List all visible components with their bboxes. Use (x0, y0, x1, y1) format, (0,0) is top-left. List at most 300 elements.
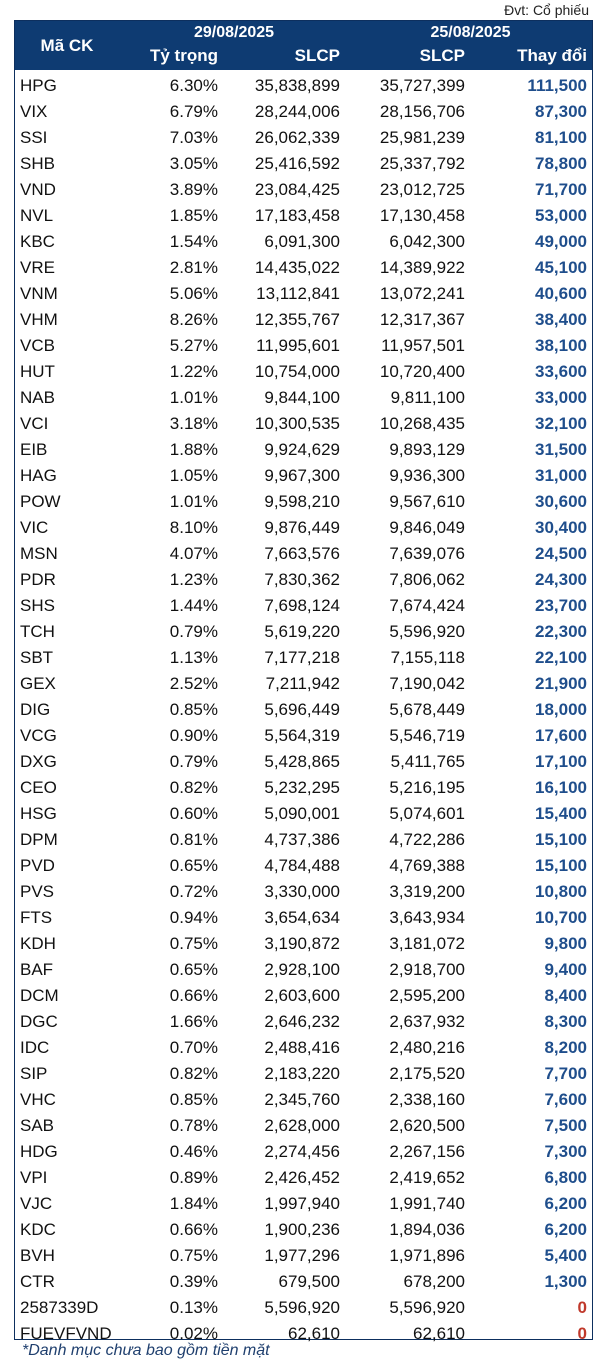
weight-cell: 6.30% (169, 76, 218, 95)
table-row (15, 203, 592, 229)
code-cell: VIC (20, 518, 49, 537)
change-cell: 8,300 (544, 1012, 587, 1031)
slcp-cell-2: 6,042,300 (389, 232, 465, 251)
slcp-cell-1: 3,330,000 (264, 882, 340, 901)
code-cell: PVS (20, 882, 55, 901)
change-cell: 30,400 (535, 518, 587, 537)
change-cell: 15,100 (535, 830, 587, 849)
table-body (15, 73, 592, 1347)
table-row (15, 125, 592, 151)
slcp-cell-1: 10,754,000 (254, 362, 340, 381)
change-cell: 22,300 (535, 622, 587, 641)
slcp-cell-2: 5,074,601 (389, 804, 465, 823)
change-cell: 7,500 (544, 1116, 587, 1135)
code-cell: VJC (20, 1194, 53, 1213)
table-row (15, 73, 592, 99)
table-row (15, 619, 592, 645)
change-cell: 6,200 (544, 1220, 587, 1239)
slcp-cell-1: 26,062,339 (254, 128, 340, 147)
slcp-cell-1: 5,428,865 (264, 752, 340, 771)
weight-cell: 0.13% (169, 1298, 218, 1317)
change-cell: 40,600 (535, 284, 587, 303)
slcp-cell-1: 23,084,425 (254, 180, 340, 199)
change-cell: 45,100 (535, 258, 587, 277)
code-cell: CTR (20, 1272, 55, 1291)
weight-cell: 4.07% (169, 544, 218, 563)
change-cell: 0 (577, 1324, 587, 1343)
slcp-cell-1: 5,696,449 (264, 700, 340, 719)
weight-cell: 1.54% (169, 232, 218, 251)
change-cell: 32,100 (535, 414, 587, 433)
slcp-cell-2: 2,267,156 (389, 1142, 465, 1161)
code-cell: VCG (20, 726, 57, 745)
table-row (15, 177, 592, 203)
weight-cell: 3.89% (169, 180, 218, 199)
code-cell: VHM (20, 310, 58, 329)
footnote: *Danh mục chưa bao gồm tiền mặt (22, 1342, 270, 1359)
change-cell: 33,600 (535, 362, 587, 381)
code-cell: SSI (20, 128, 48, 147)
table-row (15, 671, 592, 697)
change-cell: 31,500 (535, 440, 587, 459)
table-row (15, 827, 592, 853)
slcp-cell-1: 5,090,001 (264, 804, 340, 823)
slcp-cell-2: 9,893,129 (389, 440, 465, 459)
weight-cell: 0.66% (169, 1220, 218, 1239)
code-cell: PVD (20, 856, 55, 875)
slcp-cell-2: 9,567,610 (389, 492, 465, 511)
weight-cell: 1.13% (169, 648, 218, 667)
code-cell: VPI (20, 1168, 48, 1187)
code-cell: DXG (20, 752, 57, 771)
code-cell: VRE (20, 258, 55, 277)
weight-cell: 0.72% (169, 882, 218, 901)
table-row (15, 879, 592, 905)
table-row (15, 359, 592, 385)
slcp-column-header-2: SLCP (419, 46, 465, 65)
slcp-cell-1: 7,211,942 (265, 674, 340, 693)
code-cell: KBC (20, 232, 55, 251)
code-cell: KDC (20, 1220, 56, 1239)
table-row (15, 1139, 592, 1165)
slcp-cell-1: 2,488,416 (264, 1038, 340, 1057)
change-cell: 10,700 (535, 908, 587, 927)
slcp-cell-1: 1,900,236 (264, 1220, 340, 1239)
weight-cell: 1.01% (169, 492, 218, 511)
code-column-header: Mã CK (40, 36, 94, 55)
date-header-1: 29/08/2025 (193, 24, 275, 41)
table-row (15, 749, 592, 775)
slcp-cell-1: 7,698,124 (264, 596, 340, 615)
slcp-cell-2: 11,957,501 (381, 336, 465, 355)
change-cell: 9,400 (544, 960, 587, 979)
code-cell: HSG (20, 804, 57, 823)
slcp-cell-2: 9,846,049 (389, 518, 465, 537)
change-cell: 38,100 (535, 336, 587, 355)
table-row (15, 801, 592, 827)
slcp-cell-2: 7,639,076 (389, 544, 465, 563)
change-cell: 7,300 (544, 1142, 587, 1161)
code-cell: NAB (20, 388, 55, 407)
code-cell: PDR (20, 570, 56, 589)
weight-cell: 1.88% (169, 440, 218, 459)
weight-cell: 3.05% (169, 154, 218, 173)
change-cell: 9,800 (544, 934, 587, 953)
table-row (15, 385, 592, 411)
code-cell: GEX (20, 674, 56, 693)
slcp-cell-1: 679,500 (278, 1272, 340, 1291)
table-row (15, 437, 592, 463)
weight-cell: 1.66% (169, 1012, 218, 1031)
slcp-cell-2: 23,012,725 (379, 180, 465, 199)
slcp-cell-2: 35,727,399 (379, 76, 465, 95)
change-cell: 0 (577, 1298, 587, 1317)
slcp-cell-2: 5,216,195 (389, 778, 465, 797)
slcp-cell-1: 5,564,319 (264, 726, 340, 745)
weight-cell: 5.27% (169, 336, 218, 355)
code-cell: BVH (20, 1246, 55, 1265)
change-cell: 24,300 (535, 570, 587, 589)
code-cell: VCB (20, 336, 55, 355)
change-cell: 17,100 (535, 752, 587, 771)
slcp-cell-1: 9,967,300 (264, 466, 340, 485)
table-row (15, 1035, 592, 1061)
weight-cell: 0.90% (169, 726, 218, 745)
slcp-cell-1: 9,844,100 (264, 388, 340, 407)
weight-cell: 0.75% (169, 934, 218, 953)
table-row (15, 1295, 592, 1321)
table-row (15, 151, 592, 177)
slcp-cell-2: 3,643,934 (389, 908, 465, 927)
weight-cell: 1.44% (169, 596, 218, 615)
slcp-cell-1: 62,610 (288, 1324, 340, 1343)
slcp-cell-1: 2,426,452 (264, 1168, 340, 1187)
slcp-cell-1: 2,274,456 (264, 1142, 340, 1161)
change-cell: 111,500 (527, 76, 587, 95)
table-row (15, 541, 592, 567)
change-cell: 23,700 (535, 596, 587, 615)
code-cell: TCH (20, 622, 55, 641)
slcp-cell-2: 9,936,300 (389, 466, 465, 485)
slcp-cell-1: 11,995,601 (256, 336, 340, 355)
slcp-cell-2: 2,338,160 (389, 1090, 465, 1109)
slcp-cell-2: 5,678,449 (389, 700, 465, 719)
table-row (15, 229, 592, 255)
code-cell: HPG (20, 76, 57, 95)
change-cell: 6,200 (544, 1194, 587, 1213)
slcp-cell-2: 3,319,200 (389, 882, 465, 901)
code-cell: DCM (20, 986, 59, 1005)
code-cell: VCI (20, 414, 49, 433)
slcp-cell-2: 7,806,062 (389, 570, 465, 589)
code-cell: SHB (20, 154, 55, 173)
code-cell: NVL (20, 206, 54, 225)
slcp-cell-2: 2,620,500 (389, 1116, 465, 1135)
table-row (15, 1269, 592, 1295)
weight-cell: 0.60% (169, 804, 218, 823)
weight-cell: 1.85% (169, 206, 218, 225)
table-row (15, 775, 592, 801)
weight-cell: 0.46% (169, 1142, 218, 1161)
change-cell: 49,000 (535, 232, 587, 251)
slcp-cell-1: 5,619,220 (264, 622, 340, 641)
code-cell: 2587339D (20, 1298, 99, 1317)
slcp-cell-1: 35,838,899 (254, 76, 340, 95)
code-cell: POW (20, 492, 61, 511)
code-cell: KDH (20, 934, 56, 953)
change-cell: 15,400 (535, 804, 587, 823)
code-cell: SBT (20, 648, 54, 667)
slcp-cell-2: 25,981,239 (379, 128, 465, 147)
change-cell: 1,300 (544, 1272, 587, 1291)
table-row (15, 645, 592, 671)
slcp-cell-2: 7,155,118 (390, 648, 465, 667)
weight-cell: 1.05% (169, 466, 218, 485)
table-row (15, 1061, 592, 1087)
table-row (15, 1243, 592, 1269)
slcp-cell-1: 2,928,100 (264, 960, 340, 979)
table-row (15, 697, 592, 723)
weight-cell: 1.01% (169, 388, 218, 407)
table-row (15, 983, 592, 1009)
slcp-cell-1: 7,830,362 (264, 570, 340, 589)
weight-cell: 7.03% (169, 128, 218, 147)
slcp-cell-2: 7,190,042 (389, 674, 465, 693)
slcp-cell-1: 2,646,232 (264, 1012, 340, 1031)
slcp-cell-1: 6,091,300 (264, 232, 340, 251)
slcp-cell-1: 7,663,576 (264, 544, 340, 563)
weight-cell: 0.02% (169, 1324, 218, 1343)
change-cell: 17,600 (535, 726, 587, 745)
table-row (15, 1113, 592, 1139)
change-cell: 15,100 (535, 856, 587, 875)
change-cell: 81,100 (535, 128, 587, 147)
slcp-cell-2: 5,546,719 (389, 726, 465, 745)
slcp-cell-2: 62,610 (413, 1324, 465, 1343)
slcp-cell-2: 678,200 (403, 1272, 465, 1291)
change-cell: 22,100 (535, 648, 587, 667)
weight-cell: 0.65% (169, 856, 218, 875)
slcp-column-header-1: SLCP (294, 46, 340, 65)
slcp-cell-2: 4,769,388 (389, 856, 465, 875)
slcp-cell-2: 1,894,036 (389, 1220, 465, 1239)
table-row (15, 1087, 592, 1113)
change-cell: 8,400 (544, 986, 587, 1005)
slcp-cell-2: 10,268,435 (379, 414, 465, 433)
code-cell: VHC (20, 1090, 56, 1109)
code-cell: SAB (20, 1116, 55, 1135)
slcp-cell-2: 17,130,458 (379, 206, 465, 225)
change-cell: 30,600 (535, 492, 587, 511)
weight-column-header: Tỷ trọng (150, 46, 218, 65)
weight-cell: 0.70% (169, 1038, 218, 1057)
weight-cell: 1.23% (169, 570, 218, 589)
table-row (15, 307, 592, 333)
weight-cell: 8.10% (169, 518, 218, 537)
code-cell: HUT (20, 362, 55, 381)
slcp-cell-2: 1,971,896 (389, 1246, 465, 1265)
table-row (15, 567, 592, 593)
table-row (15, 515, 592, 541)
slcp-cell-1: 14,435,022 (254, 258, 340, 277)
change-cell: 24,500 (535, 544, 587, 563)
code-cell: MSN (20, 544, 58, 563)
code-cell: IDC (20, 1038, 50, 1057)
table-header (15, 21, 592, 70)
slcp-cell-2: 9,811,100 (390, 388, 465, 407)
slcp-cell-1: 5,596,920 (264, 1298, 340, 1317)
code-cell: DPM (20, 830, 58, 849)
slcp-cell-1: 1,977,296 (264, 1246, 340, 1265)
weight-cell: 1.22% (169, 362, 218, 381)
slcp-cell-2: 7,674,424 (389, 596, 465, 615)
slcp-cell-1: 4,737,386 (264, 830, 340, 849)
table-row (15, 281, 592, 307)
weight-cell: 0.94% (169, 908, 218, 927)
change-column-header: Thay đổi (517, 46, 587, 65)
code-cell: BAF (20, 960, 54, 979)
weight-cell: 0.79% (169, 622, 218, 641)
slcp-cell-1: 5,232,295 (264, 778, 340, 797)
change-cell: 7,700 (544, 1064, 587, 1083)
slcp-cell-2: 2,637,932 (389, 1012, 465, 1031)
change-cell: 6,800 (544, 1168, 587, 1187)
slcp-cell-1: 2,628,000 (264, 1116, 340, 1135)
slcp-cell-1: 7,177,218 (264, 648, 340, 667)
weight-cell: 8.26% (169, 310, 218, 329)
weight-cell: 0.85% (169, 700, 218, 719)
table-row (15, 411, 592, 437)
table-row (15, 1191, 592, 1217)
weight-cell: 0.78% (169, 1116, 218, 1135)
slcp-cell-1: 9,876,449 (264, 518, 340, 537)
slcp-cell-1: 25,416,592 (254, 154, 340, 173)
code-cell: HAG (20, 466, 57, 485)
slcp-cell-1: 3,654,634 (264, 908, 340, 927)
table-row (15, 463, 592, 489)
table-row (15, 957, 592, 983)
code-cell: DIG (20, 700, 51, 719)
weight-cell: 0.82% (169, 1064, 218, 1083)
table-row (15, 905, 592, 931)
code-cell: VNM (20, 284, 58, 303)
code-cell: VIX (20, 102, 48, 121)
code-cell: EIB (20, 440, 48, 459)
code-cell: SHS (20, 596, 55, 615)
slcp-cell-2: 2,595,200 (389, 986, 465, 1005)
table-row (15, 255, 592, 281)
slcp-cell-2: 5,596,920 (389, 1298, 465, 1317)
code-cell: HDG (20, 1142, 58, 1161)
slcp-cell-1: 9,924,629 (264, 440, 340, 459)
code-cell: FTS (20, 908, 53, 927)
slcp-cell-2: 1,991,740 (389, 1194, 465, 1213)
weight-cell: 6.79% (169, 102, 218, 121)
slcp-cell-1: 28,244,006 (254, 102, 340, 121)
slcp-cell-2: 5,596,920 (389, 622, 465, 641)
weight-cell: 2.52% (169, 674, 218, 693)
change-cell: 5,400 (544, 1246, 587, 1265)
table-row (15, 99, 592, 125)
date-header-2: 25/08/2025 (430, 24, 511, 41)
slcp-cell-1: 2,603,600 (264, 986, 340, 1005)
table-row (15, 723, 592, 749)
weight-cell: 0.85% (169, 1090, 218, 1109)
change-cell: 87,300 (535, 102, 587, 121)
weight-cell: 0.81% (169, 830, 218, 849)
change-cell: 21,900 (535, 674, 587, 693)
change-cell: 71,700 (535, 180, 587, 199)
change-cell: 31,000 (535, 466, 587, 485)
unit-note: Đvt: Cổ phiếu (504, 2, 589, 18)
slcp-cell-1: 9,598,210 (264, 492, 340, 511)
change-cell: 10,800 (535, 882, 587, 901)
table-row (15, 333, 592, 359)
code-cell: SIP (20, 1064, 48, 1083)
table-row (15, 1217, 592, 1243)
weight-cell: 2.81% (169, 258, 218, 277)
slcp-cell-1: 2,345,760 (264, 1090, 340, 1109)
code-cell: CEO (20, 778, 57, 797)
code-cell: FUEVFVND (20, 1324, 112, 1343)
slcp-cell-1: 3,190,872 (264, 934, 340, 953)
slcp-cell-2: 3,181,072 (389, 934, 465, 953)
slcp-cell-1: 12,355,767 (254, 310, 340, 329)
slcp-cell-1: 2,183,220 (264, 1064, 340, 1083)
slcp-cell-2: 12,317,367 (379, 310, 465, 329)
weight-cell: 0.75% (169, 1246, 218, 1265)
weight-cell: 0.89% (169, 1168, 218, 1187)
slcp-cell-2: 14,389,922 (379, 258, 465, 277)
change-cell: 33,000 (535, 388, 587, 407)
weight-cell: 5.06% (169, 284, 218, 303)
weight-cell: 3.18% (169, 414, 218, 433)
change-cell: 38,400 (535, 310, 587, 329)
table-row (15, 593, 592, 619)
slcp-cell-1: 1,997,940 (264, 1194, 340, 1213)
slcp-cell-2: 28,156,706 (379, 102, 465, 121)
slcp-cell-1: 13,112,841 (256, 284, 340, 303)
slcp-cell-2: 10,720,400 (379, 362, 465, 381)
holdings-table (14, 20, 593, 1343)
change-cell: 18,000 (535, 700, 587, 719)
table-row (15, 1009, 592, 1035)
slcp-cell-2: 2,480,216 (389, 1038, 465, 1057)
slcp-cell-2: 13,072,241 (379, 284, 465, 303)
table-row (15, 853, 592, 879)
slcp-cell-2: 2,175,520 (389, 1064, 465, 1083)
change-cell: 16,100 (535, 778, 587, 797)
weight-cell: 0.82% (169, 778, 218, 797)
slcp-cell-1: 10,300,535 (254, 414, 340, 433)
weight-cell: 0.65% (169, 960, 218, 979)
slcp-cell-2: 4,722,286 (389, 830, 465, 849)
slcp-cell-1: 17,183,458 (254, 206, 340, 225)
table-row (15, 1165, 592, 1191)
change-cell: 53,000 (535, 206, 587, 225)
slcp-cell-2: 2,419,652 (389, 1168, 465, 1187)
change-cell: 78,800 (535, 154, 587, 173)
weight-cell: 0.39% (169, 1272, 218, 1291)
slcp-cell-2: 25,337,792 (379, 154, 465, 173)
code-cell: DGC (20, 1012, 58, 1031)
table-row (15, 489, 592, 515)
weight-cell: 0.79% (169, 752, 218, 771)
weight-cell: 1.84% (169, 1194, 218, 1213)
slcp-cell-2: 5,411,765 (390, 752, 465, 771)
change-cell: 7,600 (544, 1090, 587, 1109)
table-row (15, 931, 592, 957)
